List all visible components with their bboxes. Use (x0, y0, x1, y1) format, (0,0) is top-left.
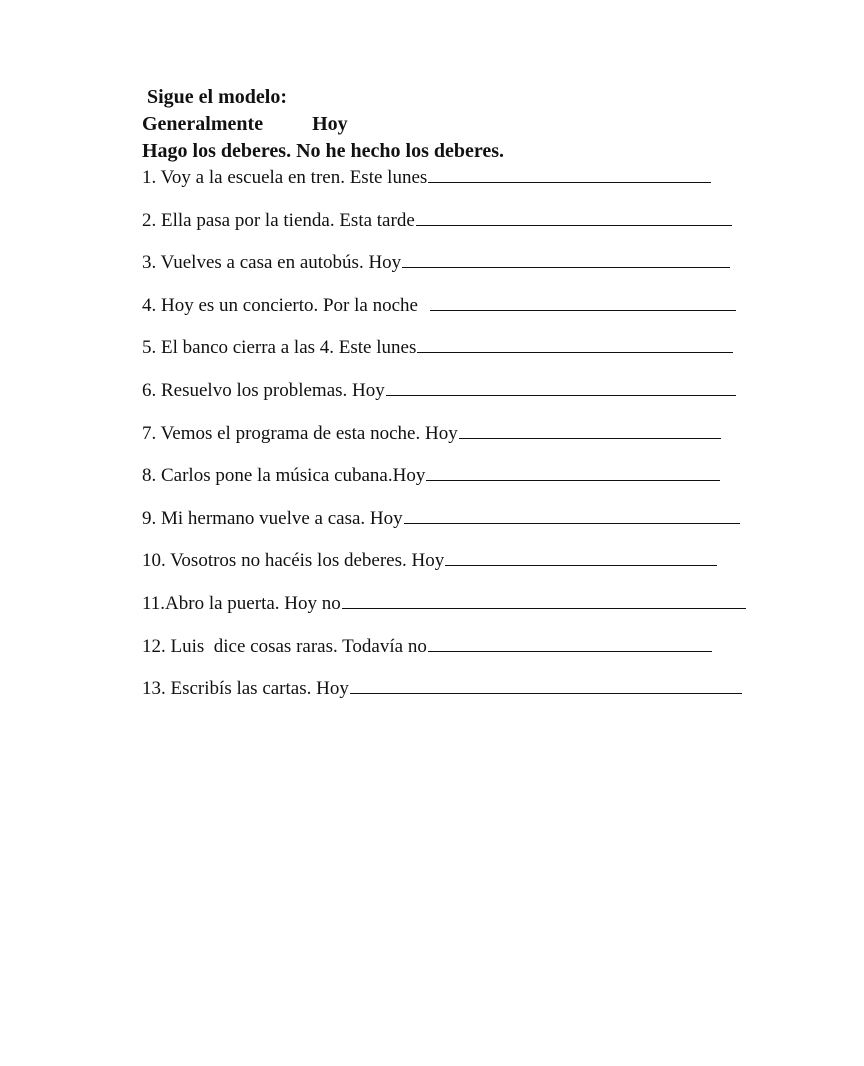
instructions-title: Sigue el modelo: (147, 86, 287, 108)
exercise-prompt: 9. Mi hermano vuelve a casa. Hoy (142, 507, 403, 529)
model-example: Hago los deberes. No he hecho los deberes. (142, 140, 505, 162)
answer-blank[interactable] (350, 675, 742, 694)
exercise-prompt: 5. El banco cierra a las 4. Este lunes (142, 337, 417, 359)
answer-blank[interactable] (428, 633, 712, 652)
exercise-item (142, 633, 802, 676)
answer-blank[interactable] (428, 164, 711, 183)
exercise-prompt: 13. Escribís las cartas. Hoy (142, 678, 349, 700)
exercise-item (142, 462, 802, 505)
answer-blank[interactable] (426, 462, 720, 481)
answer-blank[interactable] (342, 590, 746, 609)
exercise-prompt: 1. Voy a la escuela en tren. Este lunes (142, 167, 428, 188)
answer-blank[interactable] (404, 505, 740, 524)
exercise-item (142, 547, 802, 590)
exercise-item (142, 164, 802, 207)
answer-blank[interactable] (386, 377, 736, 396)
answer-blank[interactable] (416, 207, 732, 226)
exercise-prompt: 6. Resuelvo los problemas. Hoy (142, 379, 385, 401)
exercise-prompt: 4. Hoy es un concierto. Por la noche (142, 294, 418, 316)
answer-blank[interactable] (445, 547, 717, 566)
instructions-block (142, 84, 504, 165)
exercise-prompt: 12. Luis dice cosas raras. Todavía no (142, 635, 427, 657)
exercise-prompt: 3. Vuelves a casa en autobús. Hoy (142, 252, 402, 274)
exercise-item (142, 420, 802, 463)
exercise-prompt: 11.Abro la puerta. Hoy no (142, 592, 341, 614)
answer-blank[interactable] (430, 292, 736, 311)
exercise-item (142, 505, 802, 548)
exercise-prompt: 2. Ella pasa por la tienda. Esta tarde (142, 209, 415, 231)
answer-blank[interactable] (402, 249, 730, 268)
answer-blank[interactable] (459, 420, 721, 439)
exercise-item (142, 334, 802, 377)
model-column-generalmente: Generalmente (142, 113, 264, 135)
exercise-item (142, 207, 802, 250)
exercise-item (142, 377, 802, 420)
exercise-prompt: 10. Vosotros no hacéis los deberes. Hoy (142, 550, 445, 572)
exercise-item (142, 249, 802, 292)
exercise-list (142, 164, 802, 718)
exercise-item (142, 590, 802, 633)
model-column-hoy: Hoy (312, 113, 348, 135)
exercise-item (142, 292, 802, 335)
exercise-prompt: 7. Vemos el programa de esta noche. Hoy (142, 422, 458, 444)
answer-blank[interactable] (417, 334, 733, 353)
model-columns (142, 111, 504, 138)
exercise-prompt: 8. Carlos pone la música cubana.Hoy (142, 465, 426, 487)
exercise-item (142, 675, 802, 718)
